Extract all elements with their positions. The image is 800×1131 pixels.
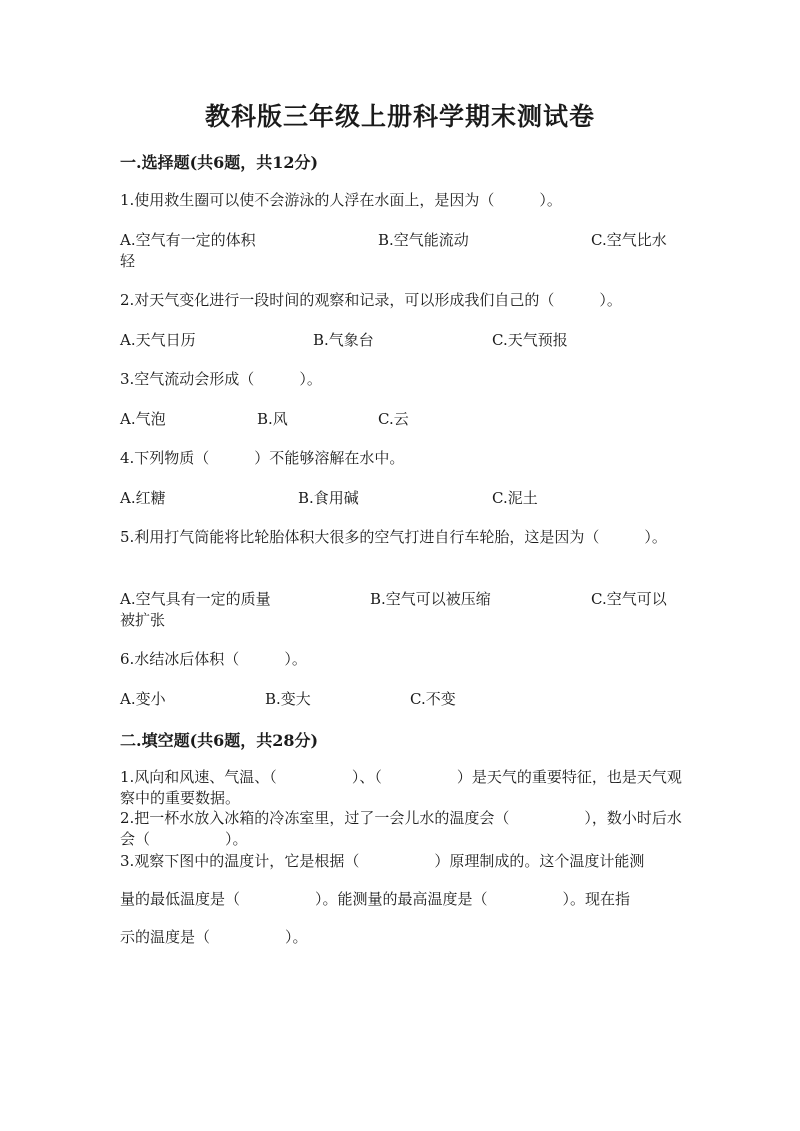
option-a: A.空气有一定的体积 bbox=[120, 231, 256, 249]
option-a: A.空气具有一定的质量 bbox=[120, 590, 271, 608]
option-c: C.空气比水 bbox=[591, 231, 667, 249]
fill-item: 3.观察下图中的温度计，它是根据（ ）原理制成的。这个温度计能测 bbox=[120, 852, 645, 870]
question-stem: 3.空气流动会形成（ ）。 bbox=[120, 370, 322, 388]
option-c: C.泥土 bbox=[492, 489, 538, 507]
option-c: C.不变 bbox=[410, 690, 456, 708]
section-heading-fill: 二.填空题(共6题，共28分) bbox=[120, 731, 319, 750]
fill-item: 1.风向和风速、气温、（ ）、（ ）是天气的重要特征，也是天气观察中的重要数据。 bbox=[120, 768, 682, 807]
option-b: B.空气可以被压缩 bbox=[370, 590, 491, 608]
option-c-continued: 轻 bbox=[120, 252, 136, 270]
option-c: C.天气预报 bbox=[492, 331, 568, 349]
option-a: A.天气日历 bbox=[120, 331, 196, 349]
option-b: B.变大 bbox=[265, 690, 311, 708]
fill-item-continued: 示的温度是（ ）。 bbox=[120, 928, 308, 946]
question-stem: 2.对天气变化进行一段时间的观察和记录，可以形成我们自己的（ ）。 bbox=[120, 291, 622, 309]
fill-item: 2.把一杯水放入冰箱的冷冻室里，过了一会儿水的温度会（ ），数小时后水会（ ）。 bbox=[120, 809, 682, 848]
question-stem: 6.水结冰后体积（ ）。 bbox=[120, 650, 307, 668]
option-b: B.气象台 bbox=[313, 331, 374, 349]
option-b: B.空气能流动 bbox=[378, 231, 469, 249]
option-c-continued: 被扩张 bbox=[120, 611, 166, 629]
fill-item-continued: 量的最低温度是（ ）。能测量的最高温度是（ ）。现在指 bbox=[120, 890, 631, 908]
question-stem: 5.利用打气筒能将比轮胎体积大很多的空气打进自行车轮胎，这是因为（ ）。 bbox=[120, 528, 667, 546]
option-b: B.食用碱 bbox=[298, 489, 359, 507]
option-c: C.空气可以 bbox=[591, 590, 667, 608]
page-title: 教科版三年级上册科学期末测试卷 bbox=[204, 102, 595, 131]
option-a: A.变小 bbox=[120, 690, 166, 708]
question-stem: 1.使用救生圈可以使不会游泳的人浮在水面上，是因为（ ）。 bbox=[120, 191, 562, 209]
question-stem: 4.下列物质（ ）不能够溶解在水中。 bbox=[120, 449, 405, 467]
option-c: C.云 bbox=[378, 410, 409, 428]
option-b: B.风 bbox=[257, 410, 288, 428]
option-a: A.气泡 bbox=[120, 410, 166, 428]
section-heading-choice: 一.选择题(共6题，共12分) bbox=[120, 153, 319, 172]
option-a: A.红糖 bbox=[120, 489, 166, 507]
